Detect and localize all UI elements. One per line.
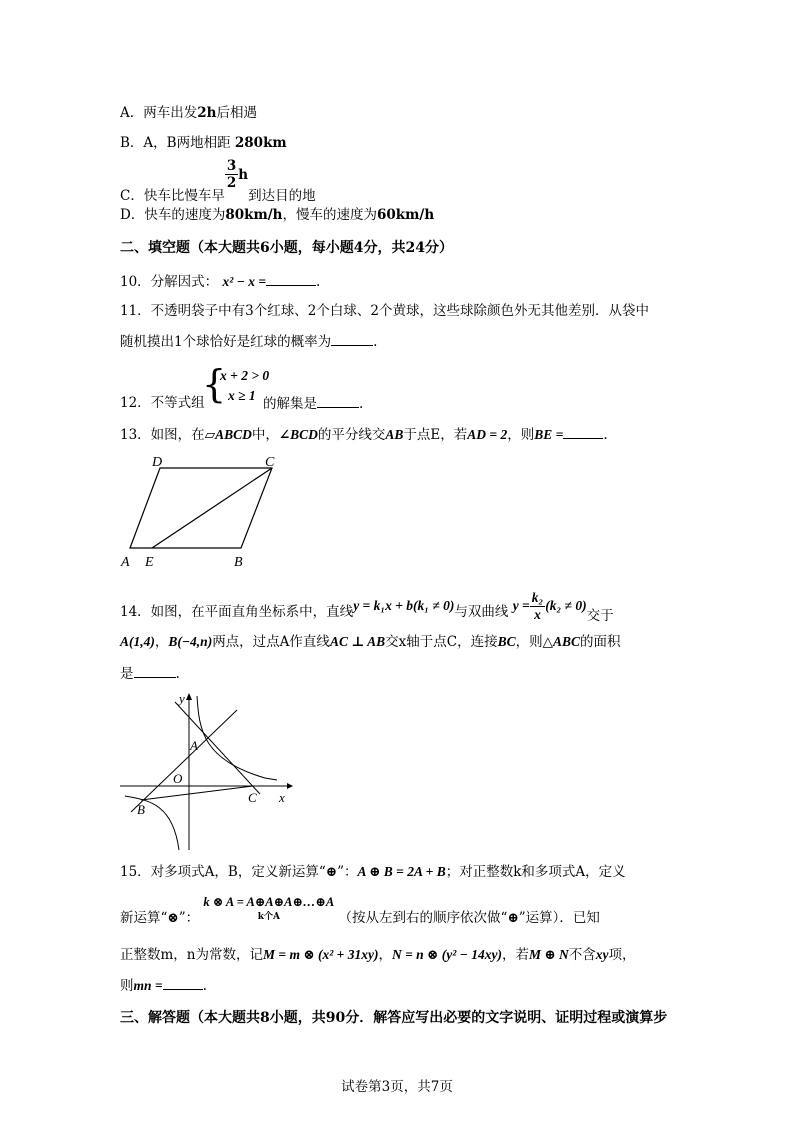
question-15-line3: 正整数m，n为常数，记M = m ⊗ (x² + 31xy)，N = n ⊗ (y² − 14xy)，若M ⊕ N不含xy项， — [120, 947, 636, 963]
question-15-line1: 15．对多项式A，B，定义新运算“⊕”：A ⊕ B = 2A + B；对正整数k和多项式A，定义 — [120, 864, 626, 880]
label-o: O — [173, 771, 183, 786]
q9-option-c: C．快车比慢车早 $\frac{3}{2}$ h到达目的地 — [120, 158, 316, 204]
q9-option-a: A．两车出发2h后相遇 — [120, 105, 257, 121]
question-11-line1: 11．不透明袋子中有3个红球、2个白球、2个黄球，这些球除颜色外无其他差别．从袋中 — [120, 303, 649, 319]
label-x: x — [279, 790, 285, 805]
parallelogram-figure — [115, 450, 295, 575]
segment-ec — [152, 468, 272, 548]
q9-option-b: B．A，B两地相距 280km — [120, 135, 287, 151]
question-14-line3: 是 . — [120, 663, 180, 684]
line-ac — [175, 702, 260, 794]
question-12: 12．不等式组 { x + 2 > 0 x ≥ 1 的解集是 . — [120, 362, 364, 412]
label-c: C — [265, 455, 275, 470]
label-b: B — [234, 555, 243, 570]
label-c: C — [248, 790, 257, 805]
section-3-title: 三、解答题（本大题共8小题，共90分．解答应写出必要的文字说明、证明过程或演算步 — [120, 1010, 668, 1026]
parallelogram-abcd — [130, 468, 272, 548]
question-14-line2: A(1,4)，B(−4,n)两点，过点A作直线AC ⊥ AB交x轴于点C，连接BC，则△ABC的面积 — [120, 634, 621, 650]
label-a: A — [190, 738, 198, 753]
question-11-line2: 随机摸出1个球恰好是红球的概率为 . — [120, 331, 377, 352]
hyperbola-branch-2 — [125, 796, 179, 850]
q9-option-d: D．快车的速度为80km/h，慢车的速度为60km/h — [120, 207, 435, 223]
section-2-title: 二、填空题（本大题共6小题，每小题4分，共24分） — [120, 240, 453, 256]
question-13: 13．如图，在▱ABCD中，∠BCD的平分线交AB于点E，若AD = 2，则BE = . — [120, 424, 608, 445]
segment-bc — [141, 786, 253, 800]
line-ab — [131, 710, 237, 812]
question-14-line1: 14．如图，在平面直角坐标系中，直线y = k₁x + b(k₁ ≠ 0)与双曲线 y = $\frac{\text{k₂}}{x}$ (k₂ ≠ 0)交于 — [120, 590, 614, 624]
hyperbola-branch-1 — [197, 696, 277, 780]
page-footer: 试卷第3页，共7页 — [341, 1079, 453, 1095]
label-b: B — [137, 802, 145, 817]
label-e: E — [145, 555, 154, 570]
label-d: D — [152, 455, 163, 470]
label-y: y — [179, 691, 185, 706]
question-10: 10．分解因式： x² − x = . — [120, 271, 320, 292]
question-15-line2: 新运算“⊗”： k ⊗ A = A⊕A⊕A⊕…⊕A k个A （按从左到右的顺序依次做“⊕”运算）．已知 — [120, 895, 600, 926]
label-a: A — [121, 555, 130, 570]
coordinate-figure — [115, 690, 295, 855]
question-15-line4: 则mn = . — [120, 975, 207, 996]
